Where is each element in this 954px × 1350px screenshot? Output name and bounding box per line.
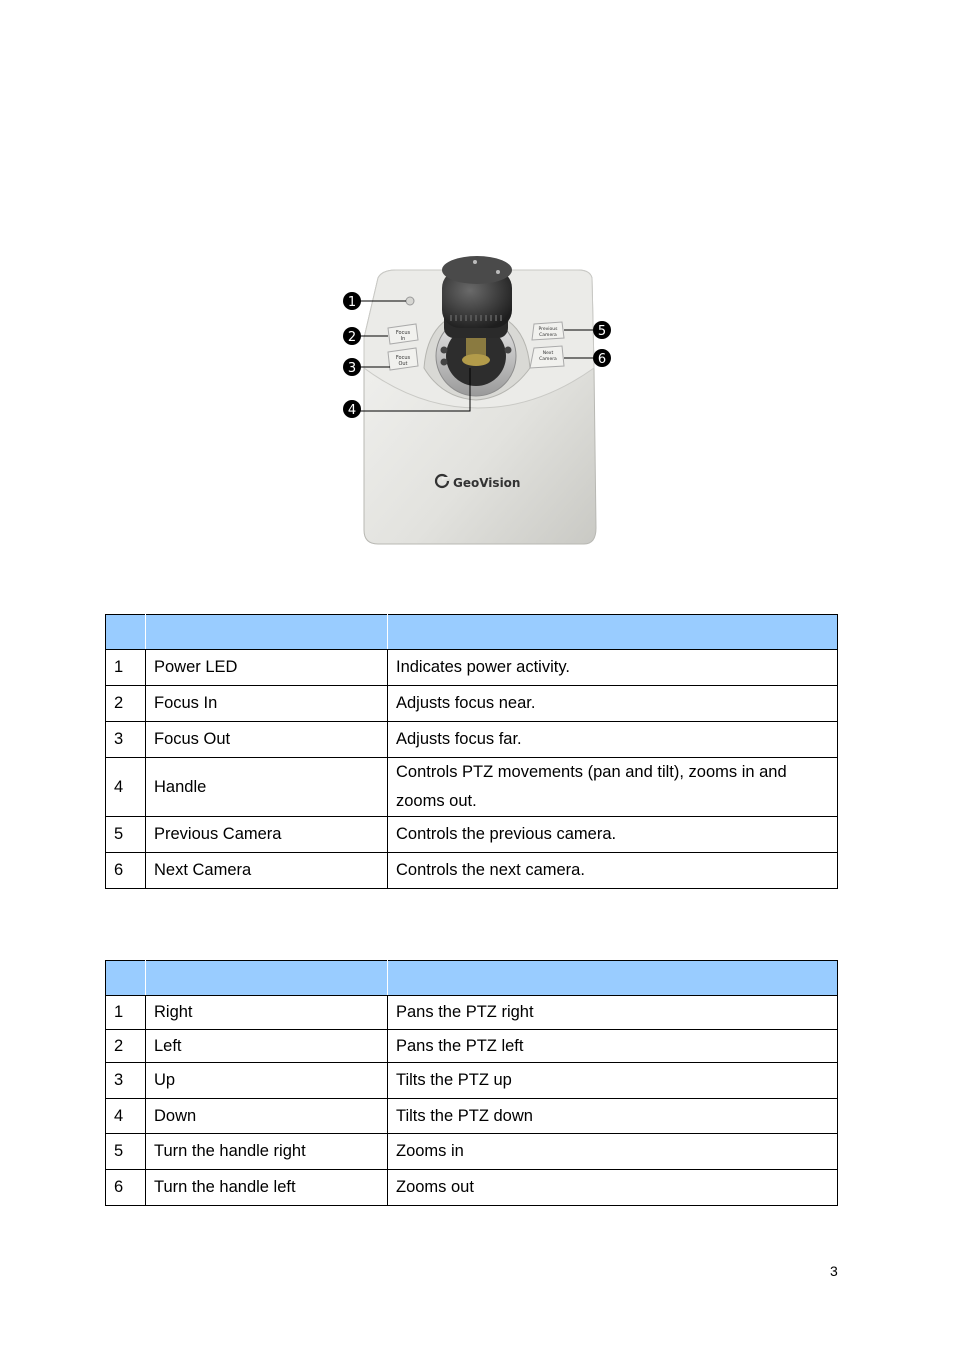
row-name: Previous Camera — [146, 817, 388, 853]
row-description: Pans the PTZ left — [388, 1030, 838, 1063]
row-description: Zooms out — [388, 1170, 838, 1206]
header-function — [388, 961, 838, 996]
row-number: 3 — [106, 1063, 146, 1099]
row-name: Handle — [146, 758, 388, 817]
table-row — [106, 1170, 838, 1206]
svg-text:6: 6 — [597, 352, 607, 367]
row-description: Adjusts focus near. — [388, 686, 838, 722]
row-name: Turn the handle right — [146, 1134, 388, 1170]
row-description: Controls the previous camera. — [388, 817, 838, 853]
callout-5 — [593, 321, 611, 339]
row-description: Tilts the PTZ up — [388, 1063, 838, 1099]
svg-text:1: 1 — [347, 295, 357, 310]
row-description: Adjusts focus far. — [388, 722, 838, 758]
components-table — [105, 614, 838, 889]
svg-text:Focus: Focus — [395, 330, 411, 336]
svg-text:Next: Next — [542, 351, 554, 356]
row-name: Up — [146, 1063, 388, 1099]
row-number: 1 — [106, 996, 146, 1030]
row-name: Next Camera — [146, 853, 388, 889]
svg-text:Camera: Camera — [539, 333, 557, 338]
row-name: Right — [146, 996, 388, 1030]
table-row — [106, 1134, 838, 1170]
handle-operations-table — [105, 960, 838, 1206]
svg-text:Camera: Camera — [539, 357, 557, 362]
header-no — [106, 615, 146, 650]
svg-text:In: In — [400, 336, 406, 342]
row-name: Turn the handle left — [146, 1170, 388, 1206]
row-name: Focus Out — [146, 722, 388, 758]
svg-text:Focus: Focus — [395, 355, 411, 361]
svg-text:3: 3 — [347, 361, 357, 376]
ptz-keyboard-figure — [338, 248, 628, 550]
svg-text:2: 2 — [347, 330, 357, 345]
row-number: 2 — [106, 1030, 146, 1063]
header-operation — [146, 961, 388, 996]
row-description: Tilts the PTZ down — [388, 1099, 838, 1134]
callout-3 — [343, 358, 361, 376]
row-number: 4 — [106, 1099, 146, 1134]
table-row — [106, 996, 838, 1030]
brand-text: GeoVision — [453, 476, 521, 490]
row-description: Indicates power activity. — [388, 650, 838, 686]
row-name: Down — [146, 1099, 388, 1134]
callout-6 — [593, 349, 611, 367]
row-number: 5 — [106, 1134, 146, 1170]
row-number: 1 — [106, 650, 146, 686]
table-row — [106, 1099, 838, 1134]
row-number: 2 — [106, 686, 146, 722]
row-number: 3 — [106, 722, 146, 758]
row-description: Pans the PTZ right — [388, 996, 838, 1030]
header-function — [388, 615, 838, 650]
row-number: 6 — [106, 1170, 146, 1206]
table-row — [106, 817, 838, 853]
focus-out-button-shape — [388, 348, 418, 370]
focus-in-button-shape — [388, 324, 418, 344]
table-header-row — [106, 615, 838, 650]
callout-2 — [343, 327, 361, 345]
svg-text:4: 4 — [347, 403, 357, 418]
row-number: 6 — [106, 853, 146, 889]
row-name: Left — [146, 1030, 388, 1063]
page-number: 3 — [830, 1263, 838, 1279]
table-row — [106, 758, 838, 817]
callout-1 — [343, 292, 361, 310]
svg-text:Out: Out — [398, 361, 408, 367]
table-row — [106, 722, 838, 758]
row-description: Zooms in — [388, 1134, 838, 1170]
callout-4 — [343, 400, 361, 418]
table-row — [106, 853, 838, 889]
ptz-keyboard-illustration — [338, 248, 628, 550]
svg-text:5: 5 — [597, 324, 607, 339]
row-number: 5 — [106, 817, 146, 853]
table-header-row — [106, 961, 838, 996]
table-row — [106, 1063, 838, 1099]
row-number: 4 — [106, 758, 146, 817]
next-camera-button-shape — [530, 346, 564, 368]
table-row — [106, 686, 838, 722]
row-name: Power LED — [146, 650, 388, 686]
row-name: Focus In — [146, 686, 388, 722]
svg-text:Previous: Previous — [538, 327, 558, 332]
header-name — [146, 615, 388, 650]
row-description: Controls PTZ movements (pan and tilt), zooms in and zooms out. — [388, 758, 838, 817]
header-no — [106, 961, 146, 996]
previous-camera-button-shape — [532, 322, 564, 340]
table-row — [106, 650, 838, 686]
table-row — [106, 1030, 838, 1063]
row-description: Controls the next camera. — [388, 853, 838, 889]
